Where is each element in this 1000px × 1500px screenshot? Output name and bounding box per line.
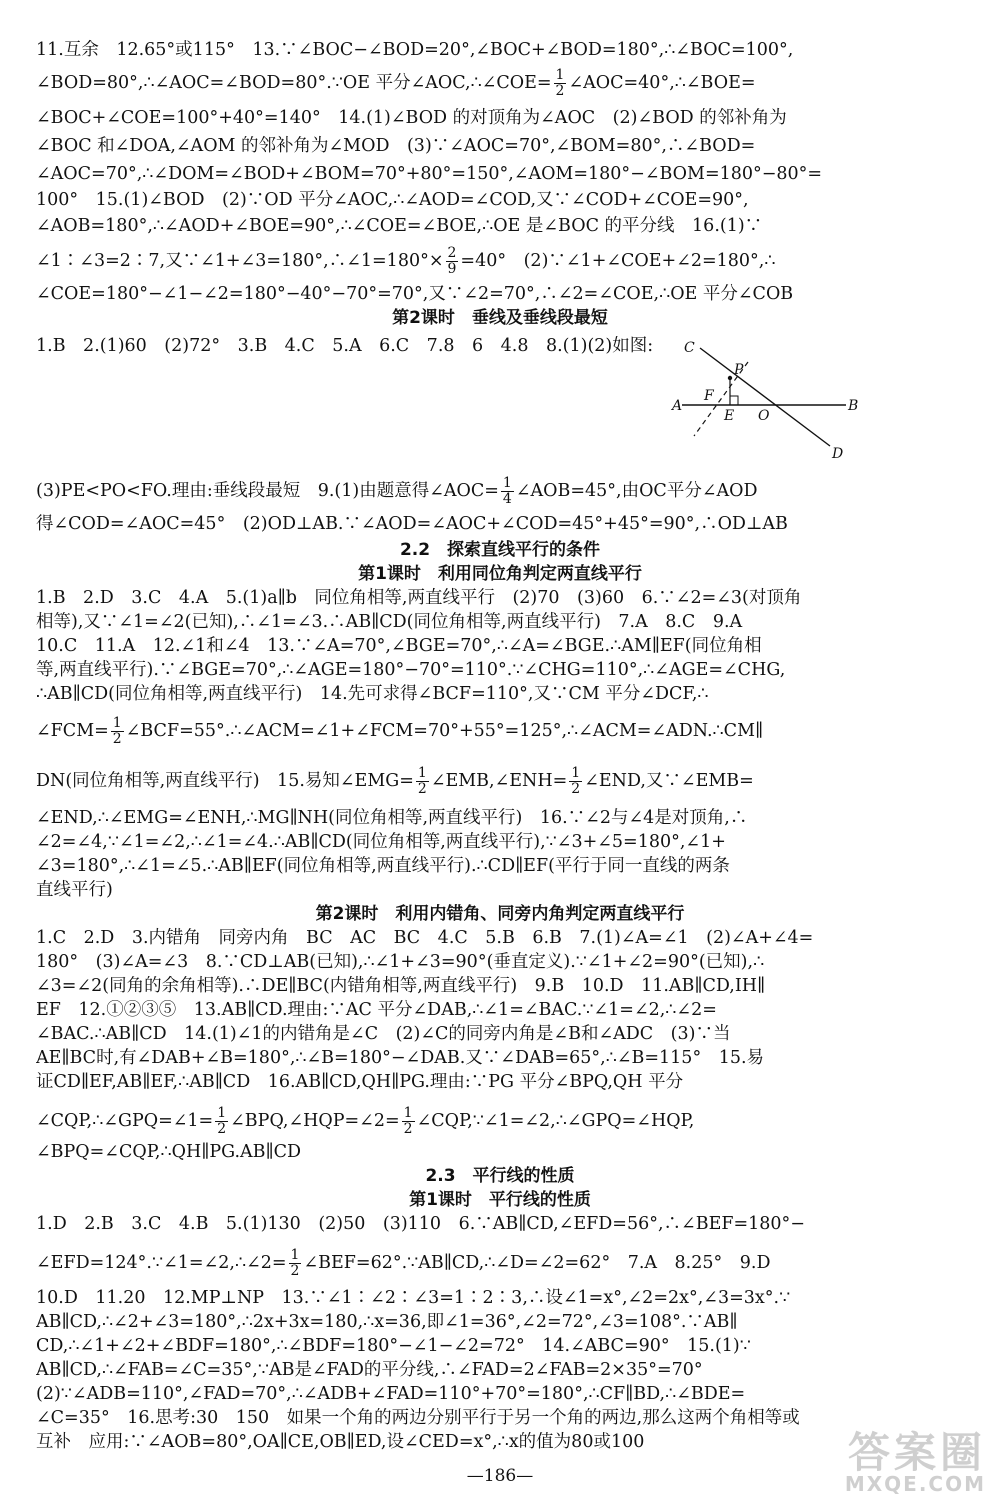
watermark-title: 答案圈 bbox=[847, 1428, 986, 1477]
fraction: $\frac{1}{2}$ bbox=[290, 1248, 300, 1279]
text-line: 11.互余 12.65°或115° 13.∵∠BOC−∠BOD=20°,∠BOC+∠BOD=180°,∴∠BOC=100°, bbox=[36, 40, 794, 60]
text-line: 1.B 2.(1)60 (2)72° 3.B 4.C 5.A 6.C 7.8 6 4.8 8.(1)(2)如图: bbox=[36, 336, 654, 356]
text-line: ∠AOB=180°,∴∠AOD+∠BOE=90°,∴∠COE=∠BOE,∴OE 是∠BOC 的平分线 16.(1)∵ bbox=[36, 216, 763, 236]
text-line: AB∥CD,∴∠2+∠3=180°,∴2x+3x=180,∴x=36,即∠1=36°,∠2=72°,∠3=108°.∵AB∥ bbox=[36, 1312, 738, 1332]
text-line: ∠BPQ=∠CQP,∴QH∥PG.AB∥CD bbox=[36, 1142, 302, 1162]
text-segment: ∠BPQ,∠HQP=∠2= bbox=[230, 1111, 400, 1131]
label-O: O bbox=[758, 408, 770, 424]
text-segment: (3)PE<PO<FO.理由:垂线段最短 9.(1)由题意得∠AOC= bbox=[36, 481, 499, 501]
watermark bbox=[844, 1428, 986, 1496]
section-heading: 第2课时 垂线及垂线段最短 bbox=[392, 308, 608, 328]
text-line: ∠3=∠2(同角的余角相等).∴DE∥BC(内错角相等,两直线平行) 9.B 10.D 11.AB∥CD,IH∥ bbox=[36, 976, 766, 996]
text-line: 10.C 11.A 12.∠1和∠4 13.∵∠A=70°,∠BGE=70°,∴∠A=∠BGE.∴AM∥EF(同位角相 bbox=[36, 636, 762, 656]
text-segment: ∠FCM= bbox=[36, 721, 109, 741]
text-line: ∠BOC+∠COE=100°+40°=140° 14.(1)∠BOD 的对顶角为∠AOC (2)∠BOD 的邻补角为 bbox=[36, 108, 787, 128]
text-segment: ∠BEF=62°.∵AB∥CD,∴∠D=∠2=62° 7.A 8.25° 9.D bbox=[303, 1253, 771, 1273]
text-segment: DN(同位角相等,两直线平行) 15.易知∠EMG= bbox=[36, 771, 414, 791]
fraction: $\frac{1}{2}$ bbox=[403, 1106, 413, 1137]
fraction: $\frac{1}{2}$ bbox=[217, 1106, 227, 1137]
fraction: $\frac{1}{2}$ bbox=[112, 716, 122, 747]
label-F: F bbox=[704, 388, 714, 404]
fraction: $\frac{1}{2}$ bbox=[417, 766, 427, 797]
text-line: 相等),又∵∠1=∠2(已知),∴∠1=∠3.∴AB∥CD(同位角相等,两直线平行) 7.A 8.C 9.A bbox=[36, 612, 743, 632]
text-line: AE∥BC时,有∠DAB+∠B=180°,∴∠B=180°−∠DAB.又∵∠DAB=65°,∴∠B=115° 15.易 bbox=[36, 1048, 765, 1068]
page-number: —186— bbox=[466, 1466, 534, 1486]
fraction: $\frac{1}{4}$ bbox=[502, 476, 512, 507]
fraction: $\frac{1}{2}$ bbox=[571, 766, 581, 797]
label-B: B bbox=[848, 398, 859, 414]
text-line: 互补 应用:∵∠AOB=80°,OA∥CE,OB∥ED,设∠CED=x°,∴x的值为80或100 bbox=[36, 1432, 645, 1452]
text-line: ∠C=35° 16.思考:30 150 如果一个角的两边分别平行于另一个角的两边,那么这两个角相等或 bbox=[36, 1408, 800, 1428]
watermark-url: MXQE.COM bbox=[844, 1472, 986, 1496]
line-CD bbox=[700, 348, 830, 446]
text-line bbox=[36, 766, 976, 797]
text-line bbox=[36, 1106, 976, 1137]
text-line: ∠END,∴∠EMG=∠ENH,∴MG∥NH(同位角相等,两直线平行) 16.∵∠2与∠4是对顶角,∴ bbox=[36, 808, 748, 828]
text-line: 1.D 2.B 3.C 4.B 5.(1)130 (2)50 (3)110 6.∵AB∥CD,∠EFD=56°,∴∠BEF=180°− bbox=[36, 1214, 805, 1234]
text-line: 得∠COD=∠AOC=45° (2)OD⊥AB.∵∠AOD=∠AOC+∠COD=45°+45°=90°,∴OD⊥AB bbox=[36, 514, 788, 534]
text-line bbox=[36, 1248, 976, 1279]
text-segment: =40° (2)∵∠1+∠COE+∠2=180°,∴ bbox=[460, 251, 776, 271]
section-heading: 2.2 探索直线平行的条件 bbox=[399, 540, 601, 560]
text-segment: ∠BOD=80°,∴∠AOC=∠BOD=80°.∵OE 平分∠AOC,∴∠COE= bbox=[36, 73, 552, 93]
text-segment: ∠CQP,∴∠GPQ=∠1= bbox=[36, 1111, 214, 1131]
text-line: 10.D 11.20 12.MP⊥NP 13.∵∠1∶∠2∶∠3=1∶2∶3,∴设∠1=x°,∠2=2x°,∠3=3x°.∵ bbox=[36, 1288, 791, 1308]
label-P: P bbox=[734, 362, 744, 378]
text-line: 1.B 2.D 3.C 4.A 5.(1)a∥b 同位角相等,两直线平行 (2)70 (3)60 6.∵∠2=∠3(对顶角 bbox=[36, 588, 802, 608]
text-line bbox=[36, 716, 976, 747]
label-C: C bbox=[684, 340, 695, 356]
text-segment: ∠EMB,∠ENH= bbox=[430, 771, 568, 791]
text-segment: ∠1∶∠3=2∶7,又∵∠1+∠3=180°,∴∠1=180°× bbox=[36, 251, 444, 271]
text-segment: ∠AOC=40°,∴∠BOE= bbox=[568, 73, 756, 93]
text-segment: ∠BCF=55°.∴∠ACM=∠1+∠FCM=70°+55°=125°,∴∠ACM=∠ADN.∴CM∥ bbox=[125, 721, 764, 741]
text-line: ∠COE=180°−∠1−∠2=180°−40°−70°=70°,又∵∠2=70°,∴∠2=∠COE,∴OE 平分∠COB bbox=[36, 284, 794, 304]
text-line: CD,∴∠1+∠2+∠BDF=180°,∴∠BDF=180°−∠1−∠2=72° 14.∠ABC=90° 15.(1)∵ bbox=[36, 1336, 751, 1356]
text-line: EF 12.①②③⑤ 13.AB∥CD.理由:∵AC 平分∠DAB,∴∠1=∠BAC.∵∠1=∠2,∴∠2= bbox=[36, 1000, 717, 1020]
text-line: ∠AOC=70°,∴∠DOM=∠BOD+∠BOM=70°+80°=150°,∠AOM=180°−∠BOM=180°−80°= bbox=[36, 164, 823, 184]
label-D: D bbox=[832, 446, 844, 462]
text-line: 等,两直线平行).∵∠BGE=70°,∴∠AGE=180°−70°=110°.∵∠CHG=110°,∴∠AGE=∠CHG, bbox=[36, 660, 786, 680]
text-line: AB∥CD,∴∠FAB=∠C=35°,∵AB是∠FAD的平分线,∴∠FAD=2∠FAB=2×35°=70° bbox=[36, 1360, 703, 1380]
text-line bbox=[36, 68, 976, 99]
section-heading: 2.3 平行线的性质 bbox=[425, 1166, 575, 1186]
section-heading: 第1课时 平行线的性质 bbox=[409, 1190, 591, 1210]
text-line: ∠BOC 和∠DOA,∠AOM 的邻补角为∠MOD (3)∵∠AOC=70°,∠BOM=80°,∴∠BOD= bbox=[36, 136, 756, 156]
section-heading: 第1课时 利用同位角判定两直线平行 bbox=[358, 564, 642, 584]
point-P bbox=[728, 376, 732, 380]
perpendicular-figure bbox=[670, 338, 860, 463]
label-A: A bbox=[672, 398, 683, 414]
fraction: $\frac{1}{2}$ bbox=[555, 68, 565, 99]
text-line: ∠3=180°,∴∠1=∠5.∴AB∥EF(同位角相等,两直线平行).∴CD∥EF(平行于同一直线的两条 bbox=[36, 856, 730, 876]
text-segment: ∠AOB=45°,由OC平分∠AOD bbox=[515, 481, 758, 501]
text-line: ∠BAC.∴AB∥CD 14.(1)∠1的内错角是∠C (2)∠C的同旁内角是∠B和∠ADC (3)∵当 bbox=[36, 1024, 731, 1044]
text-line: 证CD∥EF,AB∥EF,∴AB∥CD 16.AB∥CD,QH∥PG.理由:∵PG 平分∠BPQ,QH 平分 bbox=[36, 1072, 684, 1092]
text-line: ∠2=∠4,∵∠1=∠2,∴∠1=∠4.∴AB∥CD(同位角相等,两直线平行),∵∠3+∠5=180°,∠1+ bbox=[36, 832, 726, 852]
text-line: 100° 15.(1)∠BOD (2)∵OD 平分∠AOC,∴∠AOD=∠COD,又∵∠COD+∠COE=90°, bbox=[36, 190, 749, 210]
text-line: 180° (3)∠A=∠3 8.∵CD⊥AB(已知),∴∠1+∠3=90°(垂直定义).∵∠1+∠2=90°(已知),∴ bbox=[36, 952, 765, 972]
text-line: ∴AB∥CD(同位角相等,两直线平行) 14.先可求得∠BCF=110°,又∵CM 平分∠DCF,∴ bbox=[36, 684, 709, 704]
text-line: 1.C 2.D 3.内错角 同旁内角 BC AC BC 4.C 5.B 6.B 7.(1)∠A=∠1 (2)∠A+∠4= bbox=[36, 928, 814, 948]
text-line bbox=[36, 246, 976, 277]
text-line bbox=[36, 476, 976, 507]
text-line: (2)∵∠ADB=110°,∠FAD=70°,∴∠ADB+∠FAD=110°+70°=180°,∴CF∥BD,∴∠BDE= bbox=[36, 1384, 746, 1404]
text-segment: ∠END,又∵∠EMB= bbox=[584, 771, 754, 791]
right-angle-mark bbox=[730, 396, 738, 405]
text-line: 直线平行) bbox=[36, 880, 113, 900]
section-heading: 第2课时 利用内错角、同旁内角判定两直线平行 bbox=[315, 904, 685, 924]
text-segment: ∠CQP,∵∠1=∠2,∴∠GPQ=∠HQP, bbox=[416, 1111, 695, 1131]
label-E: E bbox=[724, 408, 735, 424]
text-segment: ∠EFD=124°.∵∠1=∠2,∴∠2= bbox=[36, 1253, 287, 1273]
fraction: $\frac{2}{9}$ bbox=[447, 246, 457, 277]
